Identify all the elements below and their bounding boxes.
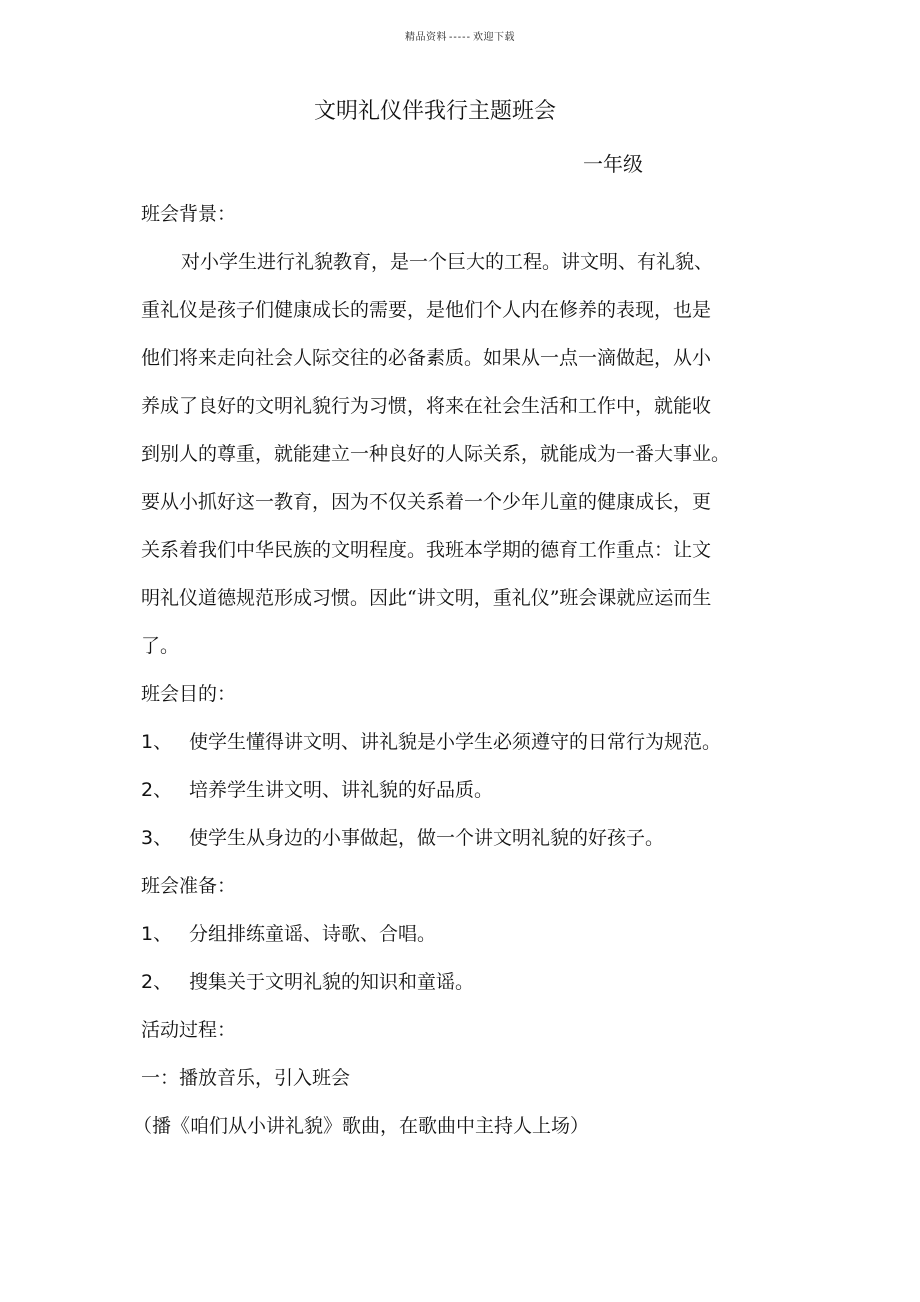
background-line: 他们将来走向社会人际交往的必备素质。如果从一点一滴做起，从小 (141, 347, 712, 369)
background-line: 养成了良好的文明礼貌行为习惯，将来在社会生活和工作中，就能收 (141, 395, 712, 417)
grade-label: 一年级 (583, 152, 643, 176)
purpose-item-number: 3、 (141, 827, 173, 849)
background-heading: 班会背景： (141, 203, 237, 225)
background-line: 到别人的尊重，就能建立一种良好的人际关系，就能成为一番大事业。 (141, 443, 731, 465)
preparation-item-number: 1、 (141, 923, 173, 945)
background-line: 对小学生进行礼貌教育，是一个巨大的工程。讲文明、有礼貌、 (181, 251, 714, 273)
preparation-item (141, 958, 791, 1006)
background-line: 了。 (141, 635, 180, 657)
header-note-right: 欢迎下载 (472, 32, 515, 43)
process-step-note: （播《咱们从小讲礼貌》歌曲，在歌曲中主持人上场） (133, 1115, 590, 1137)
header-note-left: 精品资料 (405, 32, 448, 43)
purpose-item-text: 培养学生讲文明、讲礼貌的好品质。 (189, 779, 494, 801)
purpose-item-number: 2、 (141, 779, 173, 801)
page-header-note (0, 28, 920, 43)
background-line: 明礼仪道德规范形成习惯。因此“讲文明，重礼仪”班会课就应运而生 (141, 587, 712, 609)
document-body (133, 190, 791, 1150)
purpose-item-text: 使学生从身边的小事做起，做一个讲文明礼貌的好孩子。 (189, 827, 665, 849)
preparation-item-text: 分组排练童谣、诗歌、合唱。 (189, 923, 437, 945)
purpose-item (141, 766, 791, 814)
preparation-item (141, 910, 791, 958)
purpose-heading: 班会目的： (141, 683, 237, 705)
background-line: 要从小抓好这一教育，因为不仅关系着一个少年儿童的健康成长，更 (141, 491, 712, 513)
purpose-item (141, 718, 791, 766)
process-step: 一：播放音乐，引入班会 (141, 1067, 351, 1089)
preparation-item-number: 2、 (141, 971, 173, 993)
preparation-heading: 班会准备： (141, 875, 237, 897)
purpose-item-text: 使学生懂得讲文明、讲礼貌是小学生必须遵守的日常行为规范。 (189, 731, 722, 753)
background-line: 重礼仪是孩子们健康成长的需要，是他们个人内在修养的表现，也是 (141, 299, 712, 321)
preparation-item-text: 搜集关于文明礼貌的知识和童谣。 (189, 971, 475, 993)
process-heading: 活动过程： (141, 1019, 237, 1041)
header-note-dashes: ----- (449, 32, 471, 43)
purpose-item-number: 1、 (141, 731, 173, 753)
document-title: 文明礼仪伴我行主题班会 (313, 99, 556, 124)
background-line: 关系着我们中华民族的文明程度。我班本学期的德育工作重点：让文 (141, 539, 712, 561)
purpose-item (141, 814, 791, 862)
